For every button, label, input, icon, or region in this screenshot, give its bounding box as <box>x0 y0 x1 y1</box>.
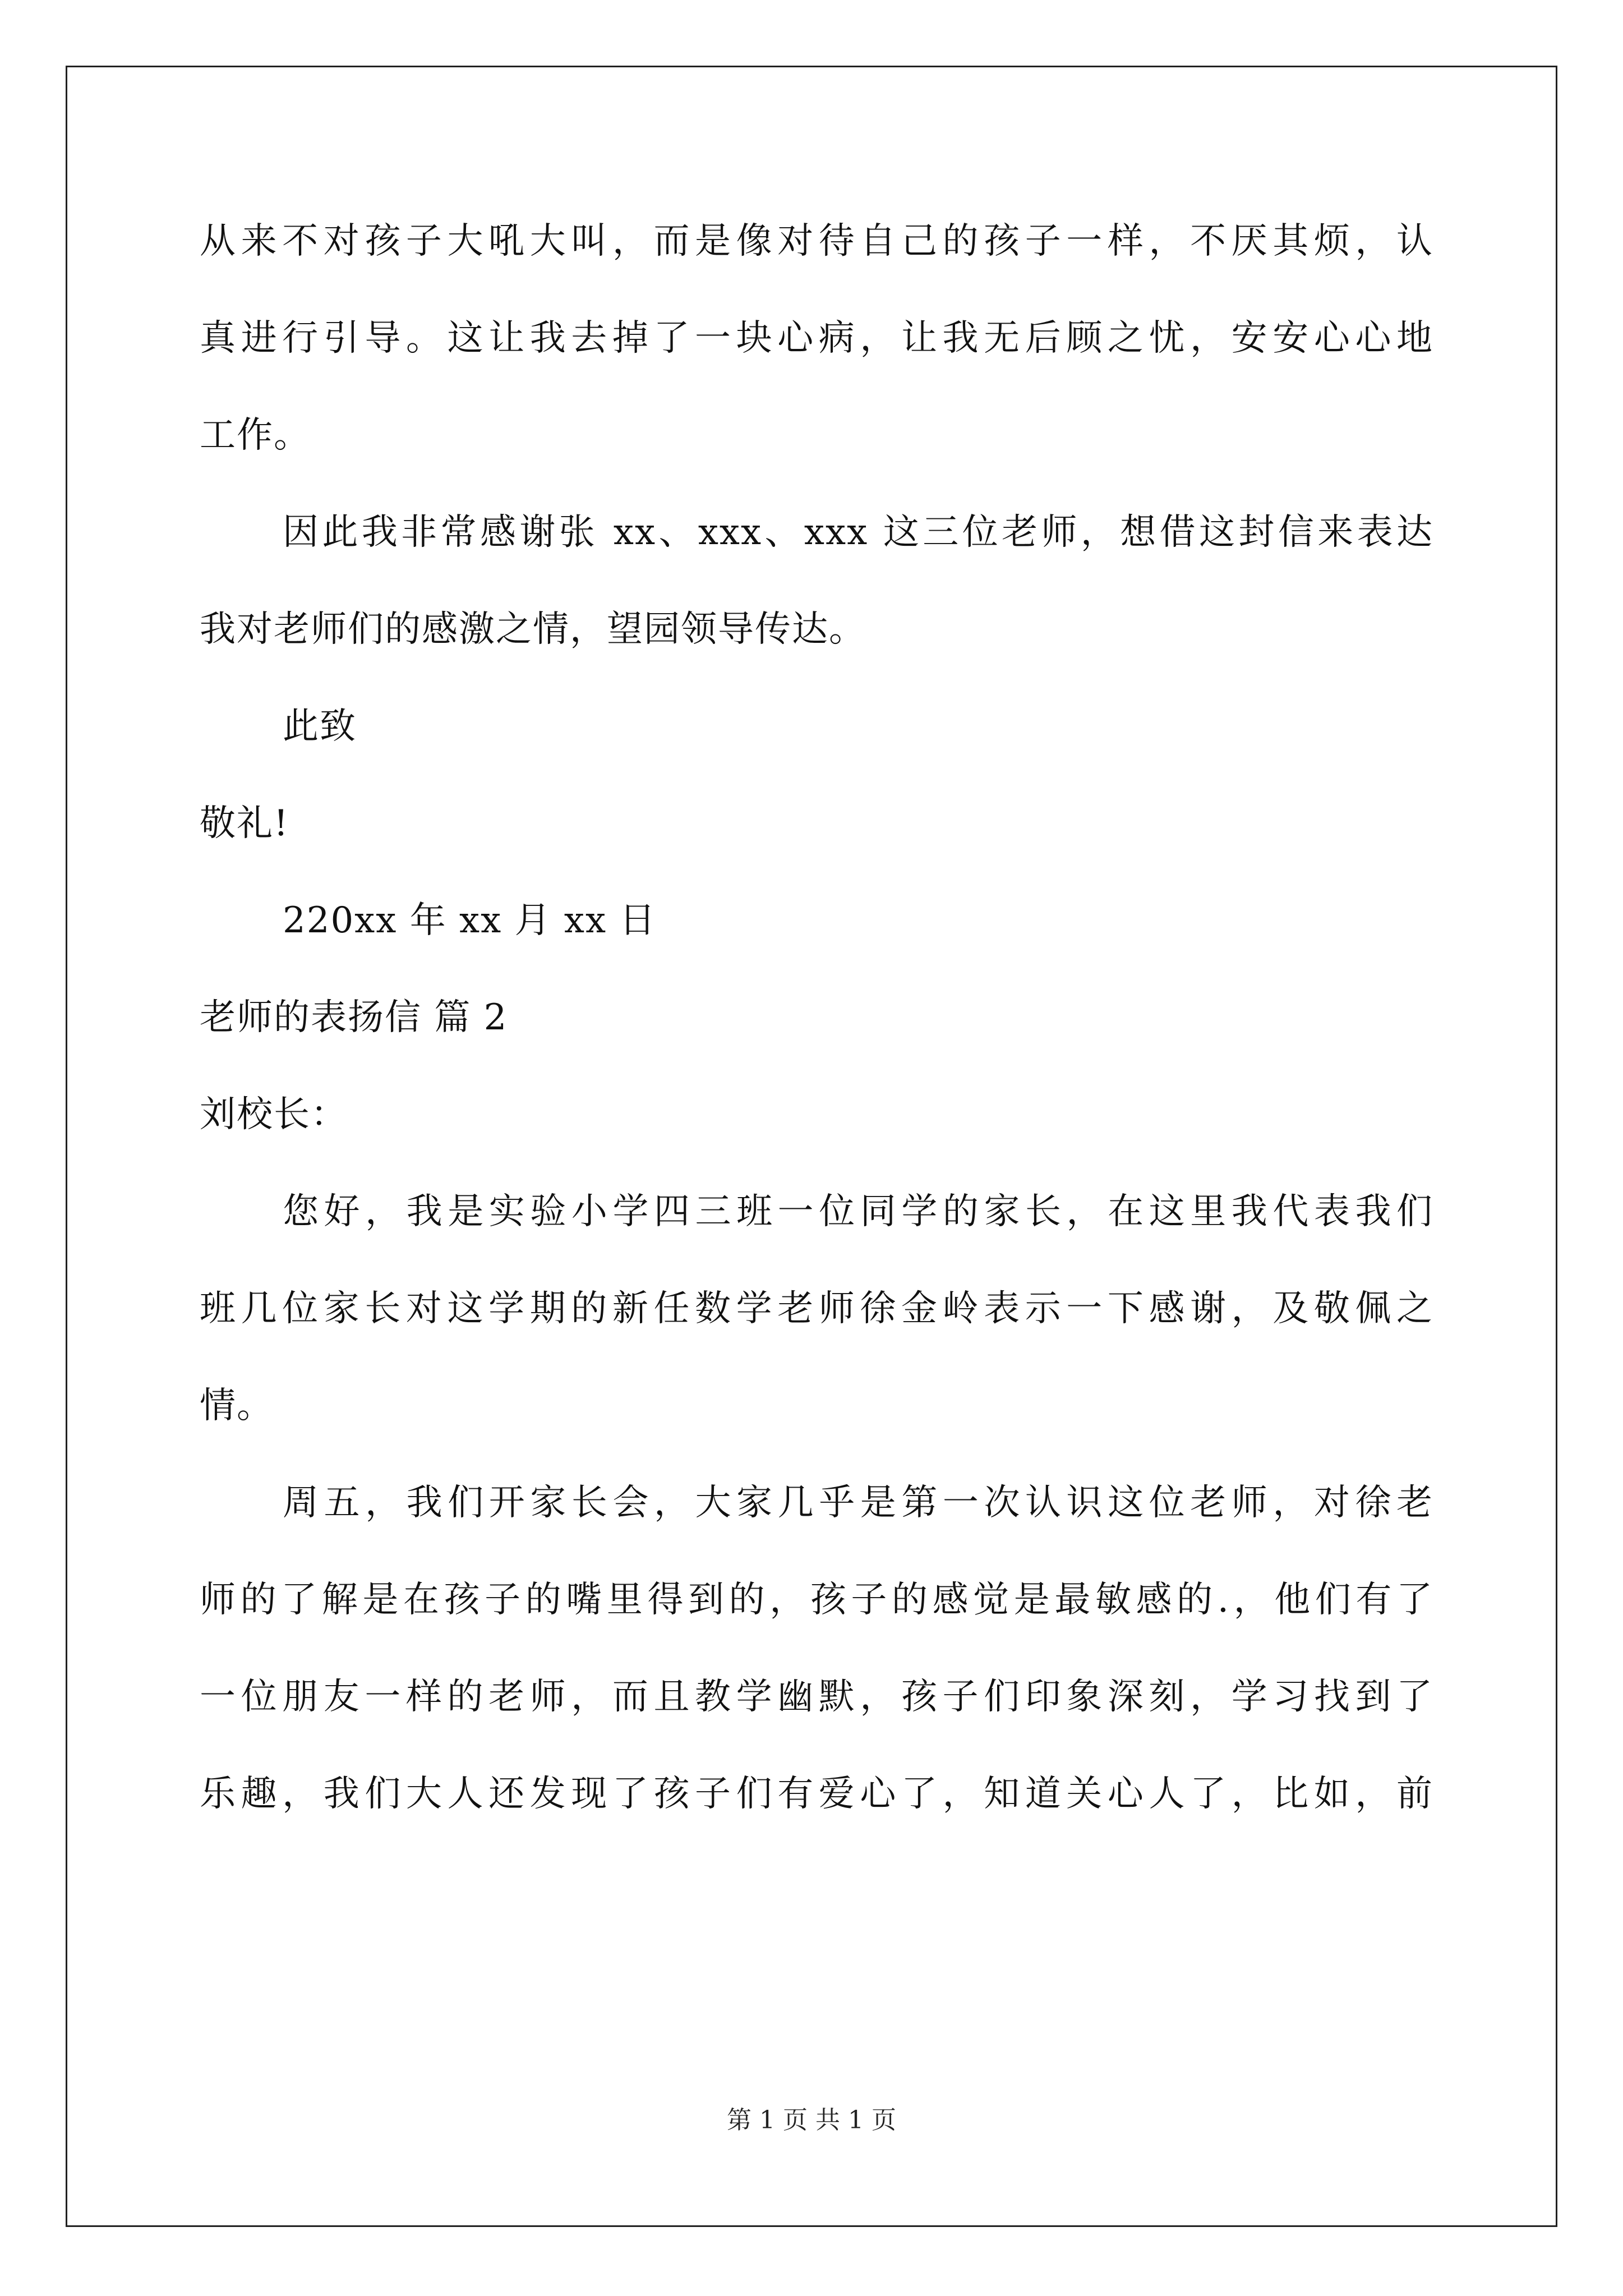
paragraph-line: 我对老师们的感激之情，望园领导传达。 <box>200 609 866 650</box>
paragraph-line: 因此我非常感谢张 xx、xxx、xxx 这三位老师，想借这封信来表达 <box>283 512 1433 553</box>
paragraph-line: 从来不对孩子大吼大叫，而是像对待自己的孩子一样，不厌其烦，认 <box>200 220 1433 262</box>
closing-regards: 敬礼! <box>200 803 289 844</box>
letter-date: 220xx 年 xx 月 xx 日 <box>283 900 657 941</box>
paragraph-line: 师的了解是在孩子的嘴里得到的，孩子的感觉是最敏感的.，他们有了 <box>200 1579 1433 1621</box>
paragraph-line: 班几位家长对这学期的新任数学老师徐金岭表示一下感谢，及敬佩之 <box>200 1288 1433 1329</box>
letter-greeting: 刘校长： <box>200 1094 348 1135</box>
closing-salutation: 此致 <box>283 706 357 747</box>
section-title: 老师的表扬信 篇 2 <box>200 997 508 1038</box>
paragraph-line: 周五，我们开家长会，大家几乎是第一次认识这位老师，对徐老 <box>283 1482 1433 1524</box>
paragraph-line: 工作。 <box>200 415 311 456</box>
paragraph-line: 乐趣，我们大人还发现了孩子们有爱心了，知道关心人了，比如，前 <box>200 1773 1433 1815</box>
page-footer: 第 1 页 共 1 页 <box>727 2106 896 2134</box>
paragraph-line: 情。 <box>200 1385 274 1427</box>
paragraph-line: 一位朋友一样的老师，而且教学幽默，孩子们印象深刻，学习找到了 <box>200 1676 1433 1718</box>
page-border <box>66 66 1557 2227</box>
paragraph-line: 您好，我是实验小学四三班一位同学的家长，在这里我代表我们 <box>283 1191 1433 1232</box>
paragraph-line: 真进行引导。这让我去掉了一块心病，让我无后顾之忧，安安心心地 <box>200 318 1433 359</box>
